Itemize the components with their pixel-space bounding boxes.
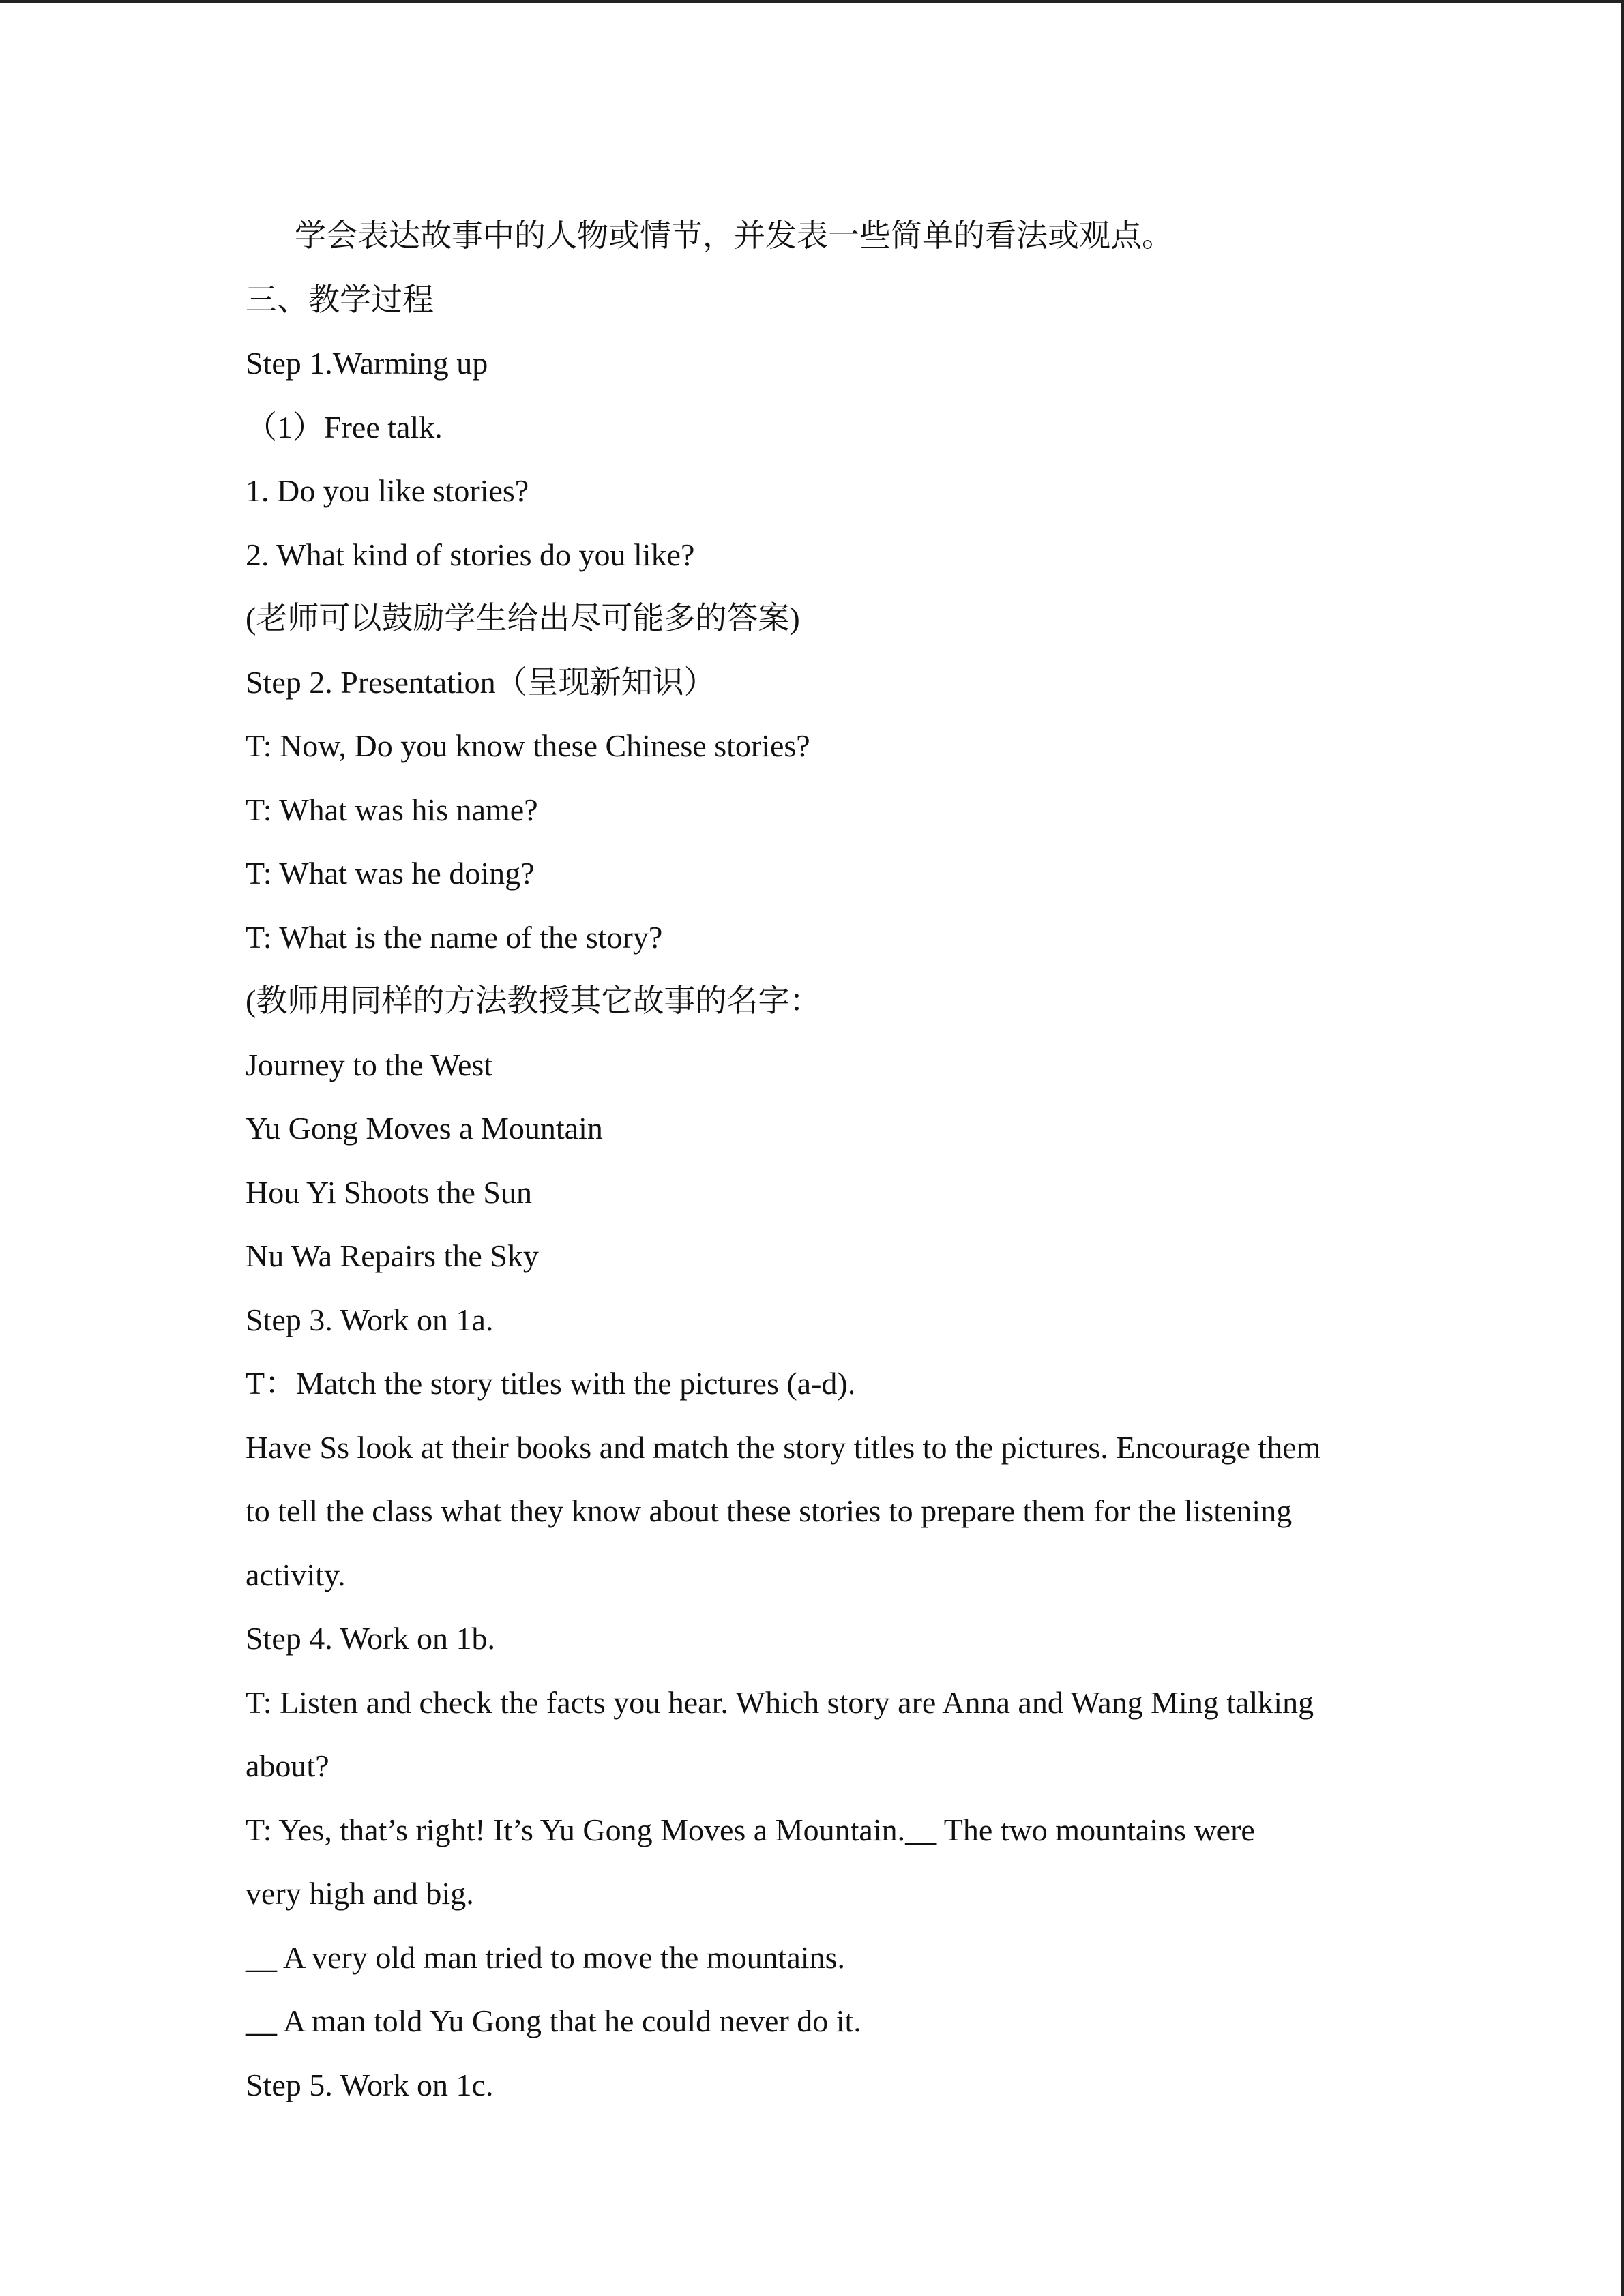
objective-text: 学会表达故事中的人物或情节，并发表一些简单的看法或观点。 (295, 218, 1173, 253)
text-line: T: What was he doing? (246, 856, 535, 891)
text-line: T: Yes, that’s right! It’s Yu Gong Moves a Mountain.__ The two mountains were (246, 1812, 1255, 1847)
step-heading: Step 1.Warming up (246, 346, 488, 381)
text-line: T: What was his name? (246, 792, 538, 827)
step-heading: Step 5. Work on 1c. (246, 2067, 494, 2102)
text-line: 2. What kind of stories do you like? (246, 537, 695, 572)
text-line: very high and big. (246, 1876, 474, 1911)
text-line: 1. Do you like stories? (246, 473, 529, 508)
text-line: (老师可以鼓励学生给出尽可能多的答案) (246, 601, 800, 636)
text-line: Have Ss look at their books and match the story titles to the pictures. Encourage them (246, 1429, 1321, 1465)
text-line: about? (246, 1748, 329, 1783)
text-line: to tell the class what they know about these stories to prepare them for the listening (246, 1493, 1293, 1528)
text-line: T: What is the name of the story? (246, 919, 663, 955)
text-line: T: Listen and check the facts you hear. Which story are Anna and Wang Ming talking (246, 1684, 1314, 1720)
story-title: Hou Yi Shoots the Sun (246, 1174, 533, 1210)
story-title: Journey to the West (246, 1047, 493, 1082)
text-line: T：Match the story titles with the pictures (a-d). (246, 1366, 856, 1401)
text-line: (教师用同样的方法教授其它故事的名字： (246, 983, 821, 1018)
document-body (246, 204, 1378, 2117)
step-heading: Step 2. Presentation（呈现新知识） (246, 664, 715, 700)
text-line: __ A man told Yu Gong that he could never do it. (246, 2003, 861, 2038)
text-line: __ A very old man tried to move the mountains. (246, 1939, 845, 1975)
section-heading: 三、教学过程 (246, 282, 434, 317)
text-line: （1）Free talk. (246, 409, 443, 445)
story-title: Nu Wa Repairs the Sky (246, 1238, 539, 1273)
text-line: activity. (246, 1557, 346, 1592)
story-title: Yu Gong Moves a Mountain (246, 1111, 603, 1146)
text-line: T: Now, Do you know these Chinese stories? (246, 728, 810, 763)
step-heading: Step 4. Work on 1b. (246, 1621, 496, 1656)
step-heading: Step 3. Work on 1a. (246, 1302, 494, 1337)
